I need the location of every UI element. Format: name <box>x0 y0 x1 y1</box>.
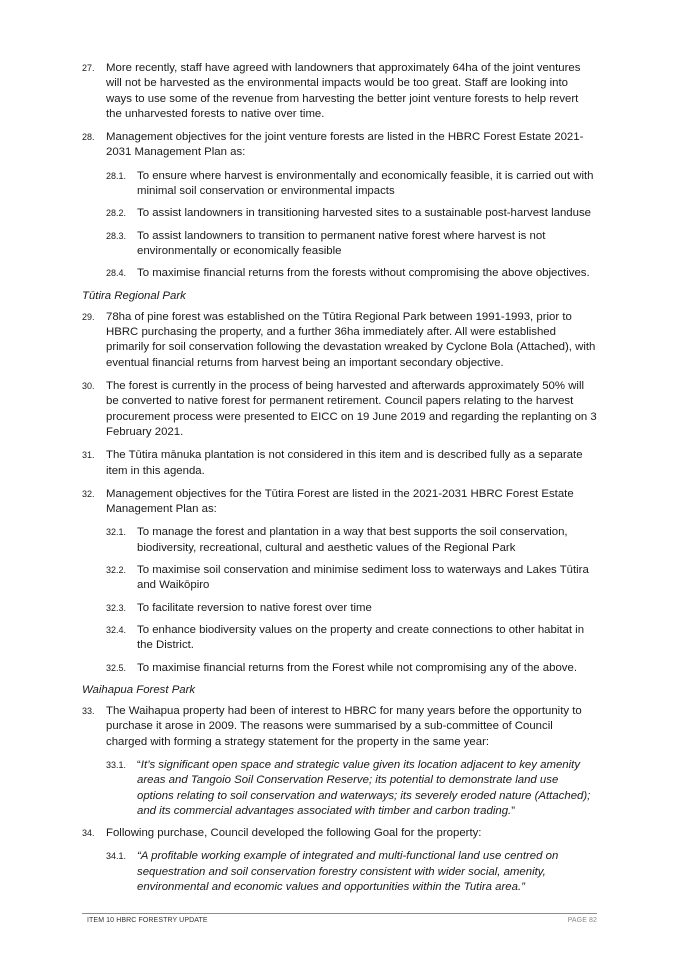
paragraph-31 <box>82 448 597 479</box>
subparagraph-number: 32.5. <box>106 662 127 673</box>
subparagraph-text: To facilitate reversion to native forest over time <box>137 601 372 614</box>
paragraph-number: 34. <box>82 828 95 839</box>
subparagraph-number: 34.1. <box>106 851 127 862</box>
quote-open: “ <box>137 758 141 771</box>
paragraph-number: 28. <box>82 132 95 143</box>
subparagraph-text: To maximise soil conservation and minimise sediment loss to waterways and Lakes Tūtira and Waikōpiro <box>137 564 589 592</box>
quote-close: ” <box>511 804 515 817</box>
paragraph-29 <box>82 310 597 371</box>
paragraph-32 <box>82 487 597 518</box>
subparagraph-28-1 <box>82 169 597 200</box>
subparagraph-28-2 <box>82 206 597 221</box>
subparagraph-number: 28.1. <box>106 170 127 181</box>
paragraph-28 <box>82 130 597 161</box>
subparagraph-quote: It’s significant open space and strategic value given its location adjacent to key amenity areas and Tangoio Soil Conservation Reserve; its potential to demonstrate land use options relating to soil conservation and waterways; its severely eroded nature (Attached); and its commercial advantages associated with timber and carbon trading. <box>137 758 591 817</box>
section-heading-waihapua: Waihapua Forest Park <box>82 683 196 696</box>
footer-item-title: ITEM 10 HBRC FORESTRY UPDATE <box>87 917 208 924</box>
subparagraph-text: To manage the forest and plantation in a way that best supports the soil conservation, biodiversity, recreational, cultural and aesthetic values of the Regional Park <box>137 526 568 554</box>
footer-page-number: PAGE 82 <box>567 917 597 924</box>
subparagraph-text: To assist landowners in transitioning harvested sites to a sustainable post-harvest landuse <box>137 207 591 220</box>
paragraph-33 <box>82 704 597 750</box>
paragraph-text: Management objectives for the joint venture forests are listed in the HBRC Forest Estate 2021-2031 Management Plan as: <box>106 131 584 159</box>
subparagraph-32-1 <box>82 525 597 556</box>
subparagraph-number: 28.3. <box>106 230 127 241</box>
subparagraph-text: To maximise financial returns from the Forest while not compromising any of the above. <box>137 661 577 674</box>
subparagraph-number: 28.2. <box>106 208 127 219</box>
paragraph-text: The forest is currently in the process of being harvested and afterwards approximately 50% will be converted to native forest for permanent retirement. Council papers relating to the harvest procurement process were presented to EICC on 19 June 2019 and regarding the replanting on 3 February 2021. <box>106 380 597 438</box>
paragraph-number: 27. <box>82 63 95 73</box>
subparagraph-number: 32.4. <box>106 624 127 635</box>
subparagraph-32-5 <box>82 661 597 676</box>
subparagraph-34-1 <box>82 849 597 895</box>
page-footer <box>82 913 597 924</box>
subparagraph-text: To enhance biodiversity values on the property and create connections to other habitat in the District. <box>137 623 585 652</box>
subparagraph-number: 33.1. <box>106 759 127 770</box>
document-body <box>82 61 597 902</box>
subparagraph-33-1 <box>82 758 597 819</box>
subparagraph-28-3 <box>82 229 597 260</box>
subparagraph-text: To assist landowners to transition to permanent native forest where harvest is not environmentally or economically feasible <box>137 229 546 257</box>
paragraph-text: The Waihapua property had been of interest to HBRC for many years before the opportunity to purchase it arose in 2009. The reasons were summarised by a sub-committee of Council charged with forming a strategy statement for the property in the same year: <box>106 705 582 748</box>
subparagraph-number: 32.1. <box>106 527 127 538</box>
subparagraph-28-4 <box>82 266 597 281</box>
subparagraph-number: 32.2. <box>106 565 127 576</box>
subparagraph-number: 28.4. <box>106 268 127 279</box>
section-heading-tutira: Tūtira Regional Park <box>82 289 186 302</box>
paragraph-number: 32. <box>82 488 95 499</box>
paragraph-number: 31. <box>82 450 95 461</box>
subparagraph-32-2 <box>82 563 597 594</box>
subparagraph-32-4 <box>82 623 597 654</box>
paragraph-27 <box>82 61 597 122</box>
paragraph-text: 78ha of pine forest was established on the Tūtira Regional Park between 1991-1993, prior to HBRC purchasing the property, and a further 36ha immediately after. All were established primarily for soil conservation following the devastation wreaked by Cyclone Bola (Attached), with eventual financial returns from harvest being an important secondary objective. <box>106 310 596 369</box>
subparagraph-number: 32.3. <box>106 602 127 613</box>
subparagraph-text: To ensure where harvest is environmentally and economically feasible, it is carried out with minimal soil conservation or environmental impacts <box>137 169 594 198</box>
paragraph-text: Following purchase, Council developed the following Goal for the property: <box>106 827 482 840</box>
paragraph-text: The Tūtira mānuka plantation is not considered in this item and is described fully as a separate item in this agenda. <box>106 449 583 477</box>
paragraph-text: Management objectives for the Tūtira Forest are listed in the 2021-2031 HBRC Forest Estate Management Plan as: <box>106 487 574 516</box>
subparagraph-quote: “A profitable working example of integrated and multi-functional land use centred on sequestration and soil conservation forestry consistent with wider social, amenity, environmental and economic values and opportunities within the Tutira area.” <box>137 850 559 894</box>
paragraph-34 <box>82 826 597 841</box>
paragraph-30 <box>82 379 597 440</box>
paragraph-number: 30. <box>82 381 95 392</box>
subparagraph-text: To maximise financial returns from the forests without compromising the above objectives. <box>137 267 590 280</box>
subparagraph-32-3 <box>82 601 597 616</box>
paragraph-number: 33. <box>82 706 95 717</box>
paragraph-number: 29. <box>82 311 95 322</box>
paragraph-text: More recently, staff have agreed with landowners that approximately 64ha of the joint ventures will not be harvested as the environmental impacts would be too great. Staff are looking into ways to use some of the revenue from harvesting the better joint venture forests to help revert the unharvested forests to native over time. <box>106 62 581 120</box>
